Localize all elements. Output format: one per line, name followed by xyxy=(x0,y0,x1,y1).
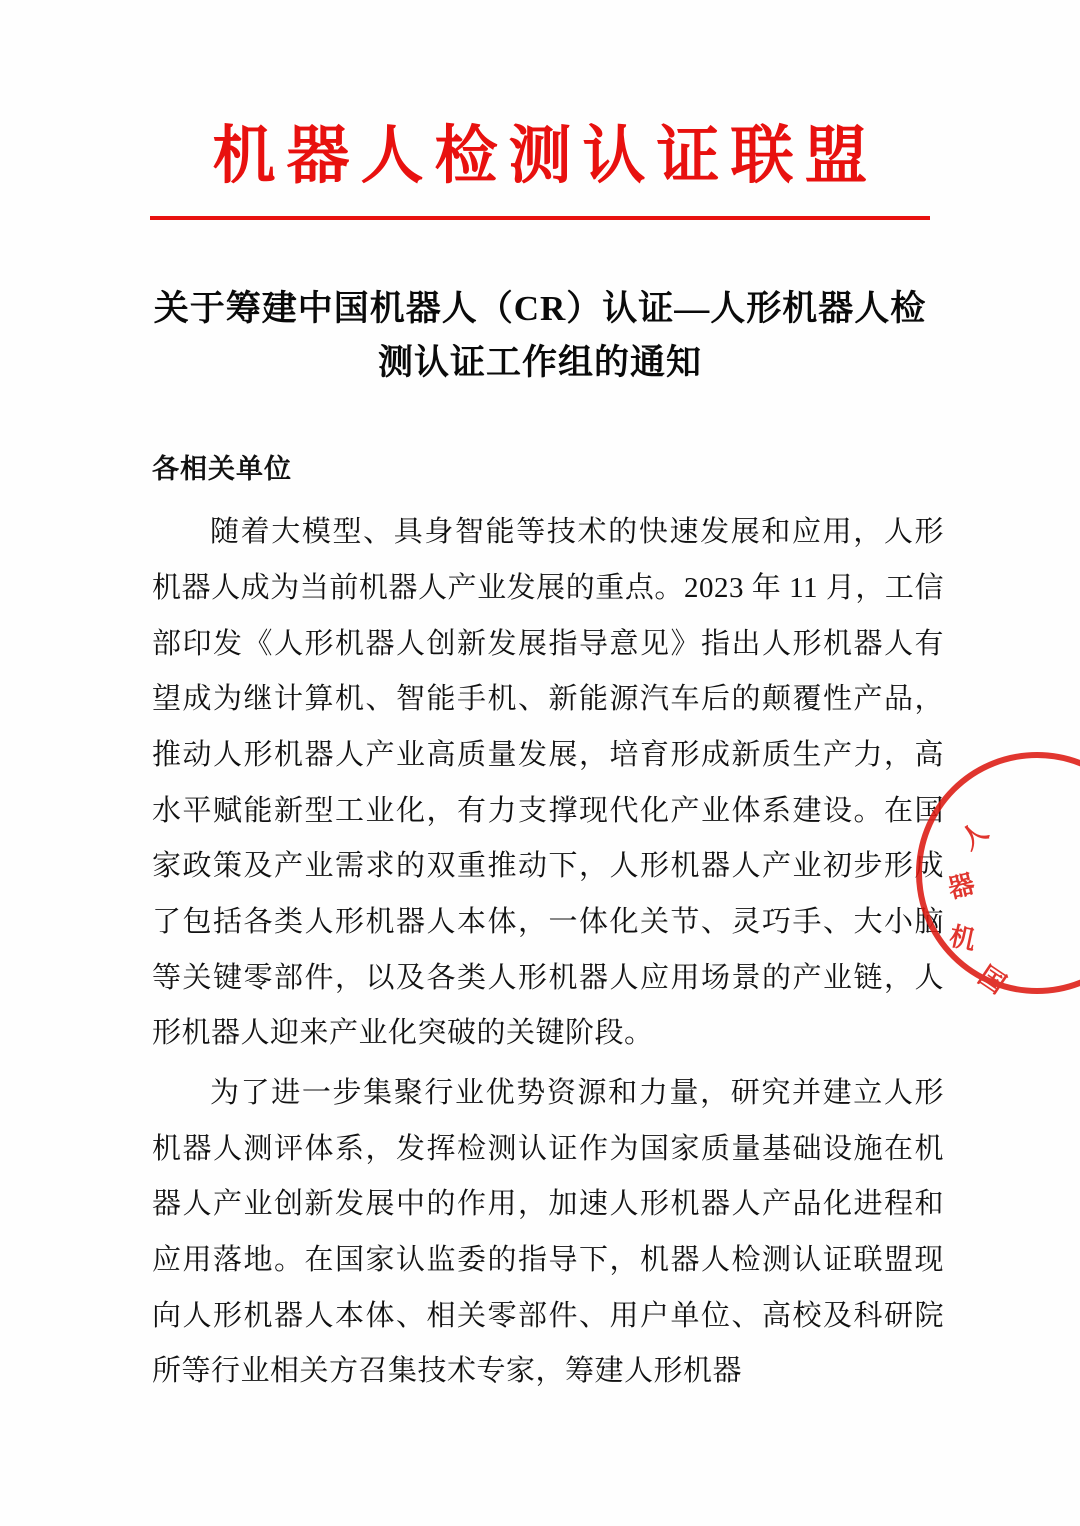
seal-inner-ring xyxy=(934,770,1080,1001)
body-paragraph: 随着大模型、具身智能等技术的快速发展和应用，人形机器人成为当前机器人产业发展的重点。2023 年 11 月，工信部印发《人形机器人创新发展指导意见》指出人形机器人有望成为继计算机、智能手机、新能源汽车后的颠覆性产品，推动人形机器人产业高质量发展，培育形成新质生产力，高水平赋能新型工业化，有力支撑现代化产业体系建设。在国家政策及产业需求的双重推动下，人形机器人产业初步形成了包括各类人形机器人本体，一体化关节、灵巧手、大小脑等关键零部件，以及各类人形机器人应用场景的产业链，人形机器人迎来产业化突破的关键阶段。 xyxy=(152,516,944,1050)
seal-char: 人 xyxy=(955,816,995,857)
letterhead-divider xyxy=(150,216,930,220)
document-body xyxy=(152,448,944,1404)
body-paragraph: 为了进一步集聚行业优势资源和力量，研究并建立人形机器人测评体系，发挥检测认证作为国家质量基础设施在机器人产业创新发展中的作用，加速人形机器人产品化进程和应用落地。在国家认监委的指导下，机器人检测认证联盟现向人形机器人本体、相关零部件、用户单位、高校及科研院所等行业相关方召集技术专家，筹建人形机器 xyxy=(152,1076,944,1388)
seal-char: 国 xyxy=(972,960,1011,1001)
page-title: 关于筹建中国机器人（CR）认证—人形机器人检测认证工作组的通知 xyxy=(153,289,927,383)
salutation: 各相关单位 xyxy=(152,454,292,484)
letterhead-organization: 机器人检测认证联盟 xyxy=(212,119,879,192)
seal-char: 器 xyxy=(945,869,978,905)
seal-char: 机 xyxy=(946,921,979,957)
letterhead xyxy=(0,120,1080,220)
